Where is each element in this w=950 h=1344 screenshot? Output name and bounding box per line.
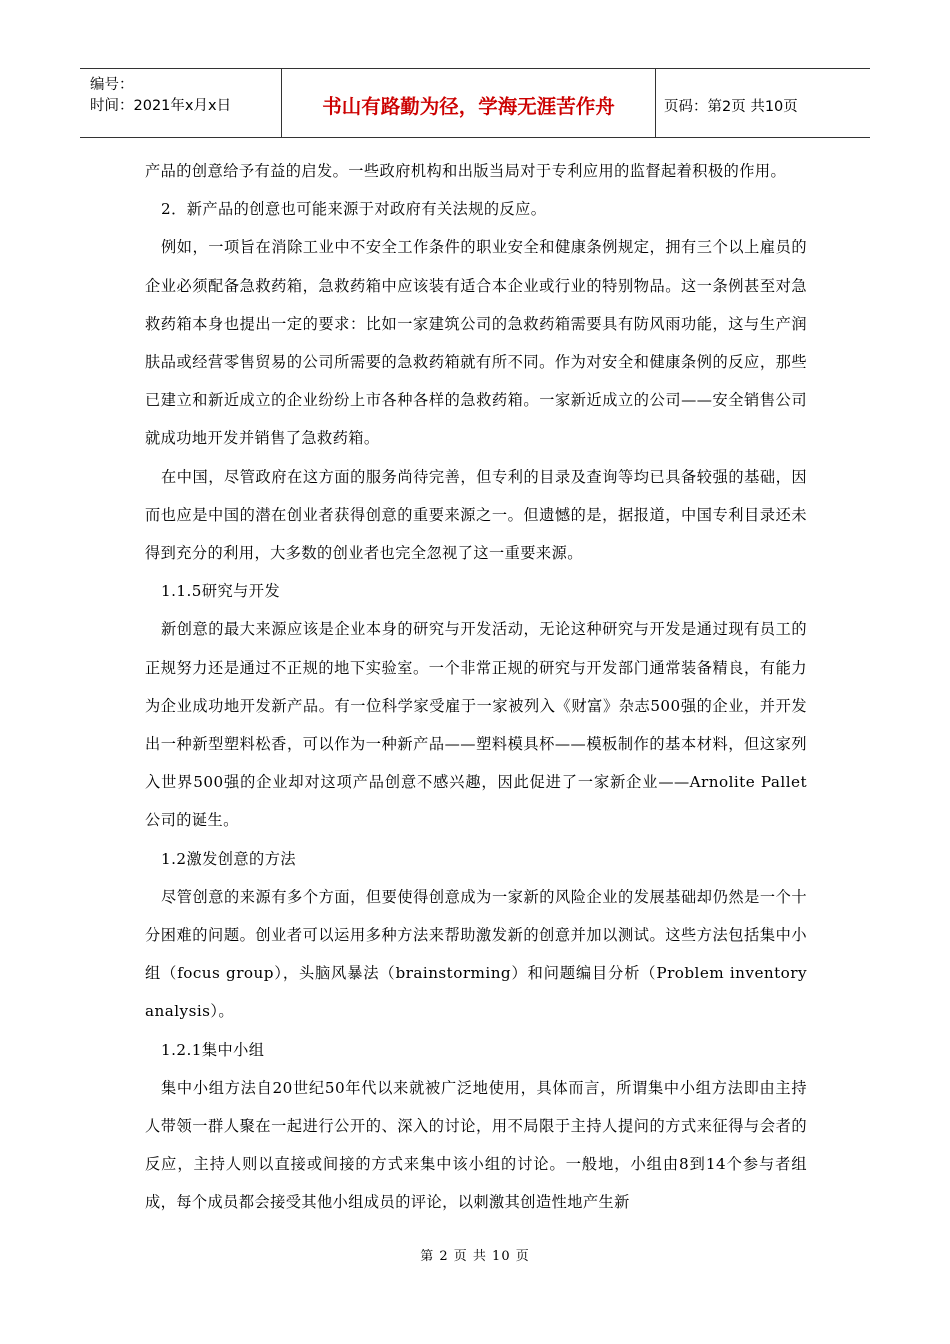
document-header: [80, 68, 870, 138]
section-heading: 1.2.1集中小组: [161, 1040, 265, 1059]
paragraph: 产品的创意给予有益的启发。一些政府机构和出版当局对于专利应用的监督起着积极的作用。: [145, 162, 787, 180]
paragraph: 尽管创意的来源有多个方面，但要使得创意成为一家新的风险企业的发展基础却仍然是一个十分困难的问题。创业者可以运用多种方法来帮助激发新的创意并加以测试。这些方法包括集中小组（focus group），头脑风暴法（brainstorming）和问题编目分析（Problem inventory analysis）。: [145, 887, 807, 1021]
header-motto: 书山有路勤为径，学海无涯苦作舟: [282, 69, 656, 137]
section-heading: 1.2激发创意的方法: [161, 849, 296, 868]
header-meta: [80, 69, 282, 137]
date-label: 时间：2021年x月x日: [90, 98, 232, 114]
header-page-info: 页码：第2页 共10页: [664, 98, 798, 115]
serial-number-label: 编号：: [90, 77, 134, 93]
page-footer: 第 2 页 共 10 页: [420, 1249, 530, 1264]
paragraph: 在中国，尽管政府在这方面的服务尚待完善，但专利的目录及查询等均已具备较强的基础，因而也应是中国的潜在创业者获得创意的重要来源之一。但遗憾的是，据报道，中国专利目录还未得到充分的利用，大多数的创业者也完全忽视了这一重要来源。: [145, 467, 807, 563]
section-heading: 1.1.5研究与开发: [161, 582, 281, 601]
document-body: [145, 152, 807, 1222]
paragraph: 2．新产品的创意也可能来源于对政府有关法规的反应。: [161, 200, 547, 219]
paragraph: 集中小组方法自20世纪50年代以来就被广泛地使用，具体而言，所谓集中小组方法即由主持人带领一群人聚在一起进行公开的、深入的讨论，用不局限于主持人提问的方式来征得与会者的反应，主持人则以直接或间接的方式来集中该小组的讨论。一般地，小组由8到14个参与者组成，每个成员都会接受其他小组成员的评论，以刺激其创造性地产生新: [145, 1078, 807, 1212]
paragraph: 新创意的最大来源应该是企业本身的研究与开发活动，无论这种研究与开发是通过现有员工的正规努力还是通过不正规的地下实验室。一个非常正规的研究与开发部门通常装备精良，有能力为企业成功地开发新产品。有一位科学家受雇于一家被列入《财富》杂志500强的企业，并开发出一种新型塑料松香，可以作为一种新产品——塑料模具杯——模板制作的基本材料，但这家列入世界500强的企业却对这项产品创意不感兴趣，因此促进了一家新企业——Arnolite Pallet公司的诞生。: [145, 620, 807, 830]
paragraph: 例如，一项旨在消除工业中不安全工作条件的职业安全和健康条例规定，拥有三个以上雇员的企业必须配备急救药箱，急救药箱中应该装有适合本企业或行业的特别物品。这一条例甚至对急救药箱本身也提出一定的要求：比如一家建筑公司的急救药箱需要具有防风雨功能，这与生产润肤品或经营零售贸易的公司所需要的急救药箱就有所不同。作为对安全和健康条例的反应，那些已建立和新近成立的企业纷纷上市各种各样的急救药箱。一家新近成立的公司——安全销售公司就成功地开发并销售了急救药箱。: [145, 238, 807, 448]
